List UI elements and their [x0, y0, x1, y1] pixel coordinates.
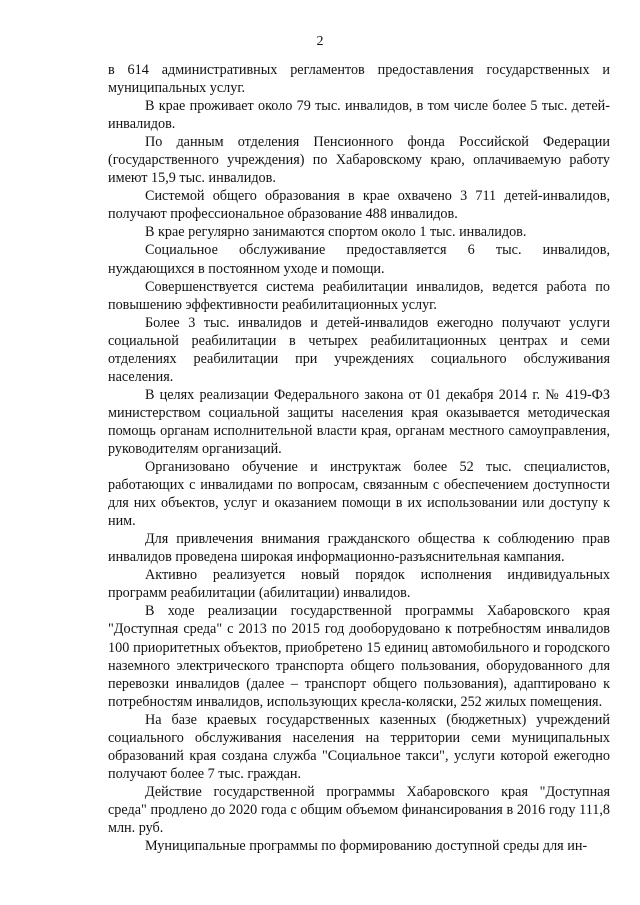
paragraph: Системой общего образования в крае охвачено 3 711 детей-инвалидов, получают профессиональное образование 488 инвалидов. — [108, 188, 610, 223]
paragraph: Для привлечения внимания гражданского общества к соблюдению прав инвалидов проведена широкая информационно-разъяснительная кампания. — [108, 531, 610, 566]
paragraph: Более 3 тыс. инвалидов и детей-инвалидов ежегодно получают услуги социальной реабилитации в четырех реабилитационных центрах и семи отделениях реабилитации при учреждениях социального обслуживания населения. — [108, 314, 610, 385]
document-body — [108, 61, 610, 855]
paragraph: В ходе реализации государственной программы Хабаровского края "Доступная среда" с 2013 по 2015 год дооборудовано к потребностям инвалидов 100 приоритетных объектов, приобретено 15 единиц автомобильного и городского наземного электрического транспорта общего пользования, оборудованного для перевозки инвалидов (далее – транспорт общего пользования), адаптировано к потребностям инвалидов, использующих кресла-коляски, 252 жилых помещения. — [108, 603, 610, 710]
paragraph: Совершенствуется система реабилитации инвалидов, ведется работа по повышению эффективности реабилитационных услуг. — [108, 278, 610, 313]
paragraph: Активно реализуется новый порядок исполнения индивидуальных программ реабилитации (абилитации) инвалидов. — [108, 567, 610, 602]
paragraph: Муниципальные программы по формированию доступной среды для ин- — [145, 838, 588, 855]
page-number: 2 — [316, 34, 324, 49]
paragraph: Действие государственной программы Хабаровского края "Доступная среда" продлено до 2020 года с общим объемом финансирования в 2016 году 111,8 млн. руб. — [108, 783, 610, 836]
paragraph: На базе краевых государственных казенных (бюджетных) учреждений социального обслуживания населения на территории семи муниципальных образований края создана служба "Социальное такси", услуги которой ежегодно получают более 7 тыс. граждан. — [108, 711, 610, 782]
paragraph: В крае проживает около 79 тыс. инвалидов, в том числе более 5 тыс. детей-инвалидов. — [108, 98, 610, 133]
paragraph: По данным отделения Пенсионного фонда Российской Федерации (государственного учреждения) по Хабаровскому краю, оплачиваемую работу имеют 15,9 тыс. инвалидов. — [108, 134, 610, 187]
paragraph: В крае регулярно занимаются спортом около 1 тыс. инвалидов. — [145, 224, 527, 241]
paragraph: Социальное обслуживание предоставляется 6 тыс. инвалидов, нуждающихся в постоянном уходе и помощи. — [108, 242, 610, 277]
paragraph: в 614 административных регламентов предоставления государственных и муниципальных услуг. — [108, 62, 610, 97]
paragraph: В целях реализации Федерального закона от 01 декабря 2014 г. № 419-ФЗ министерством социальной защиты населения края оказывается методическая помощь органам исполнительной власти края, органам местного самоуправления, руководителям организаций. — [108, 386, 610, 457]
paragraph: Организовано обучение и инструктаж более 52 тыс. специалистов, работающих с инвалидами по вопросам, связанным с обеспечением доступности для них объектов, услуг и оказанием помощи в их использовании или доступу к ним. — [108, 459, 610, 530]
